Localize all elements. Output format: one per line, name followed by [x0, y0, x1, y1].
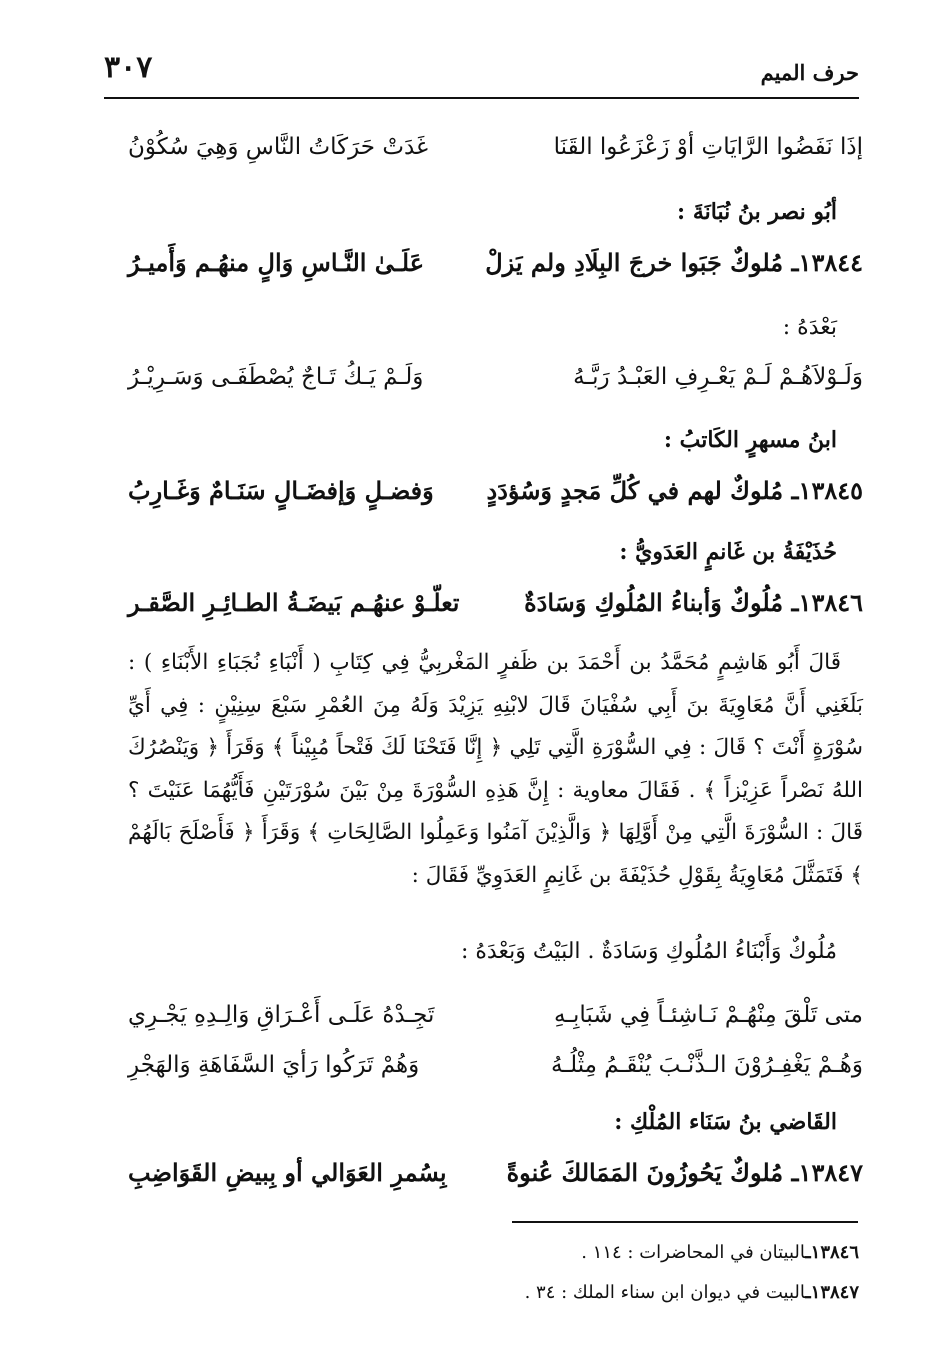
verse-text: مُلوكٌ يَحُوزُونَ المَمَالكَ عُنوةً — [506, 1158, 784, 1187]
quoted-verse-reference: مُلُوكٌ وَأَبْنَاءُ المُلُوكِ وَسَادَةٌ . البَيْتُ وَبَعْدَهُ : — [461, 939, 837, 964]
verse-text: مُلوكٌ لهم في كُلِّ مَجدٍ وَسُؤدَدٍ — [486, 476, 784, 505]
verse-first-hemistich: متى تَلْقَ مِنْهُـمْ نَـاشِئـاً فِي شَبَابِـهِ — [553, 1002, 863, 1028]
verse-second-hemistich: وَفضـلٍ وَإفضَـالٍ سَنَـامٌ وَغَـارِبُ — [128, 476, 434, 505]
footnote-number: ١٣٨٤٦ـ — [805, 1242, 859, 1263]
verse-first-hemistich — [487, 466, 863, 516]
verse-first-hemistich: وَلَـوْلاَهُـمْ لَـمْ يَعْـرِفِ العَبْـدُ رَبَّـهُ — [573, 364, 863, 390]
footnote-rule — [512, 1221, 858, 1223]
verse-second-hemistich: تعلّـوْ عنهُـم بَيضَـةُ الطـائِـرِ الصَّقـر — [128, 588, 460, 617]
verse-first-hemistich — [524, 578, 863, 628]
verse-line — [128, 352, 863, 402]
page-number: ٣٠٧ — [104, 50, 153, 85]
numbered-verse — [128, 578, 863, 628]
poet-name: أبُو نصر بنُ نُبَانَةَ : — [677, 199, 837, 225]
verse-second-hemistich: عَلَـىٰ النَّـاسِ وَالٍ منهُـم وَأَميـرُ — [128, 248, 425, 277]
poet-name: ابنُ مسهرٍ الكَاتبُ : — [663, 427, 837, 453]
verse-number: ١٣٨٤٤ـ — [791, 248, 863, 277]
verse-text: مُلُوكٌ وَأبناءُ المُلُوكِ وَسَادَةٌ — [524, 588, 784, 617]
footnote-text: البيت في ديوان ابن سناء الملك : ٣٤ . — [524, 1282, 806, 1303]
verse-line — [128, 122, 863, 172]
verse-first-hemistich — [485, 238, 863, 288]
running-title: حرف الميم — [760, 60, 859, 85]
followup-label: بَعْدَهُ : — [782, 315, 837, 340]
verse-first-hemistich — [507, 1148, 863, 1198]
footnote-text: البيتان في المحاضرات : ١١٤ . — [581, 1242, 806, 1263]
verse-number: ١٣٨٤٧ـ — [791, 1158, 863, 1187]
verse-second-hemistich: تَجِـدْهُ عَلَـى أَعْـرَاقِ وَالِـدِهِ يَجْـرِي — [128, 1002, 435, 1028]
poet-name: حُذَيْفَةُ بن غَانمٍ العَدَويُّ : — [619, 539, 837, 565]
verse-line — [128, 1040, 863, 1090]
footnote — [581, 1236, 859, 1270]
verse-second-hemistich: غَدَتْ حَرَكَاتُ النَّاسِ وَهِيَ سُكُوْنُ — [128, 134, 429, 160]
numbered-verse — [128, 466, 863, 516]
header-rule — [104, 97, 859, 99]
verse-first-hemistich: وَهُـمْ يَغْفِـرُوْنَ الـذَّنْـبَ يُنْقَـمُ مِثْلُـهُ — [551, 1052, 863, 1078]
verse-first-hemistich: إذَا نَفَضُوا الرَّايَاتِ أوْ زَعْزَعُوا القَنَا — [553, 134, 863, 160]
page-header — [104, 46, 859, 96]
verse-second-hemistich: وَهُمْ تَرَكُوا رَأيَ السَّفَاهَةِ وَالهَجْرِ — [128, 1052, 420, 1078]
poet-name: القَاضي بنُ سَنَاء المُلْكِ : — [614, 1109, 837, 1135]
verse-number: ١٣٨٤٦ـ — [791, 588, 863, 617]
prose-text: قَالَ أَبُو هَاشِمٍ مُحَمَّدُ بن أَحْمَدَ بن ظَفرٍ المَغْربِيُّ فِي كِتَابِ ( أَنْبَاءِ نُجَبَاءِ الأَبْنَاءِ ) : بَلَغَنِي أَنَّ مُعَاوِيَةَ بنَ أَبِي سُفْيَانَ قَالَ لابْنِهِ يَزِيْدَ وَلَهُ مِنَ العُمْرِ سَبْعَ سِنِيْنٍ : فِي أَيِّ سُوْرَةٍ أَنْتَ ؟ قَالَ : فِي السُّوْرَةِ الَّتِي تَلِي ﴿ إِنَّا فَتَحْنَا لَكَ فَتْحاً مُبِيْناً ﴾ وَقَرَأَ ﴿ وَيَنْصُرُكَ اللهُ نَصْراً عَزِيْزاً ﴾ . فَقَالَ معاوية : إِنَّ هَذِهِ السُّوْرَةَ مِنْ بَيْنَ سُوْرَتَيْنِ فَأَيُّهُمَا عَنَيْتَ ؟ قَالَ : السُّوْرَةَ الَّتِي مِنْ أَوَّلِهَا ﴿ وَالَّذِيْنَ آمَنُوا وَعَمِلُوا الصَّالِحَاتِ ﴾ وَقَرَأَ ﴿ فَأَصْلَحَ بَالَهُمْ ﴾ فَتَمَثَّلَ مُعَاوِيَةُ بِقَوْلِ حُذَيْفَةَ بن غَانِمٍ العَدَوِيِّ فَقَالَ : — [128, 650, 863, 888]
verse-second-hemistich: وَلَـمْ يَـكُ تَـاجٌ يُصْطَفَـى وَسَـرِيْـرُ — [128, 364, 424, 390]
verse-number: ١٣٨٤٥ـ — [791, 476, 863, 505]
prose-paragraph — [128, 642, 863, 897]
numbered-verse — [128, 1148, 863, 1198]
footnote — [525, 1276, 859, 1310]
verse-line — [128, 990, 863, 1040]
numbered-verse — [128, 238, 863, 288]
verse-second-hemistich: بِسُمرِ العَوَالي أو بِبيضِ القَوَاضِبِ — [128, 1158, 447, 1187]
footnote-number: ١٣٨٤٧ـ — [805, 1282, 859, 1303]
verse-text: مُلوكٌ جَبَوا خرجَ البِلَادِ ولم يَزلْ — [485, 248, 784, 277]
